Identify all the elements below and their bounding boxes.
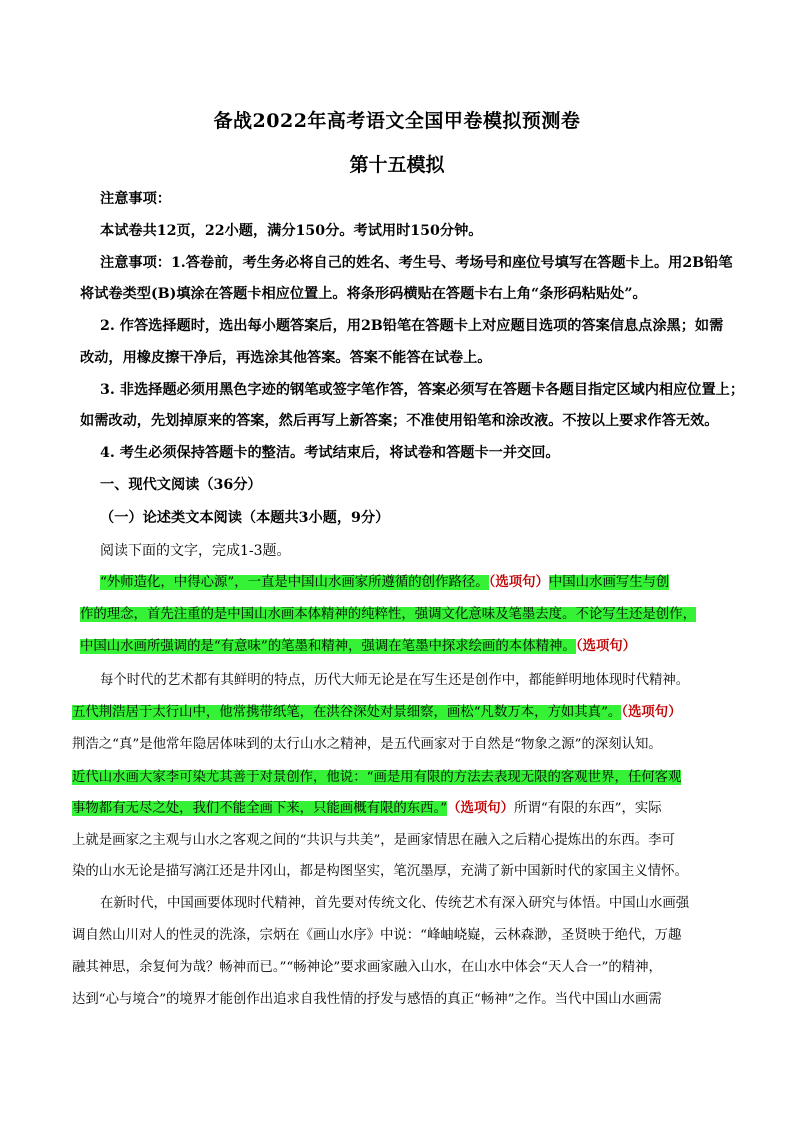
passage-line: 调自然山川对人的性灵的洗涤，宗炳在《画山水序》中说：“峰岫峣嶷，云林森渺，圣贤映于绝代，万趣 xyxy=(72,928,682,943)
notice-item: 将试卷类型(B)填涂在答题卡相应位置上。将条形码横贴在答题卡右上角“条形码粘贴处”。 xyxy=(80,286,647,302)
subsection-heading: （一）论述类文本阅读（本题共3小题，9分） xyxy=(100,510,390,526)
document-subtitle: 第十五模拟 xyxy=(349,154,445,176)
reading-instruction: 阅读下面的文字，完成1-3题。 xyxy=(100,543,291,559)
passage-line xyxy=(72,701,692,720)
highlighted-sentence: 作的理念，首先注重的是中国山水画本体精神的纯粹性，强调文化意味及笔墨去度。不论写生还是创作， xyxy=(80,607,696,622)
notice-item: 改动，用橡皮擦干净后，再选涂其他答案。答案不能答在试卷上。 xyxy=(80,350,492,366)
passage-text: 所谓“有限的东西”，实际 xyxy=(514,801,662,816)
notice-item: 如需改动，先划掉原来的答案，然后再写上新答案；不准使用铅笔和涂改液。不按以上要求作答无效。 xyxy=(80,413,719,429)
passage-line xyxy=(80,603,700,622)
highlighted-sentence: 近代山水画大家李可染尤其善于对景创作，他说：“画是用有限的方法去表现无限的客观世界，任何客观 xyxy=(72,770,682,785)
notice-heading: 注意事项： xyxy=(100,191,171,207)
highlighted-sentence: 事物都有无尽之处，我们不能全画下来，只能画概有限的东西。” xyxy=(72,801,448,816)
option-tag: （选项句） xyxy=(447,800,515,816)
passage-line: 每个时代的艺术都有其鲜明的特点，历代大师无论是在写生还是创作中，都能鲜明地体现时代精神。 xyxy=(100,673,690,688)
passage-line: 上就是画家之主观与山水之客观之间的“共识与共美”，是画家情思在融入之后精心提炼出的东西。李可 xyxy=(72,833,675,848)
option-tag: （选项句） xyxy=(575,638,637,654)
passage-line: 在新时代，中国画要体现时代精神，首先要对传统文化、传统艺术有深入研究与体悟。中国山水画强 xyxy=(100,896,690,911)
notice-item: 注意事项：1.答卷前，考生务必将自己的姓名、考生号、考场号和座位号填写在答题卡上。用2B铅笔 xyxy=(100,255,733,271)
highlighted-sentence: 中国山水画所强调的是“有意味”的笔墨和精神，强调在笔墨中探求绘画的本体精神。 xyxy=(80,639,576,654)
passage-line xyxy=(72,797,692,816)
highlighted-sentence: 中国山水画写生与创 xyxy=(548,575,670,590)
notice-item: 2. 作答选择题时，选出每小题答案后，用2B铅笔在答题卡上对应题目选项的答案信息点涂黑；如需 xyxy=(100,318,724,334)
passage-line: 荆浩之“真”是他常年隐居体味到的太行山水之精神，是五代画家对于自然是“物象之源”的深刻认知。 xyxy=(72,737,662,752)
highlighted-sentence: 五代荆浩居于太行山中，他常携带纸笔，在洪谷深处对景细察，画松“凡数万本，方如其真”。 xyxy=(72,705,622,720)
section-heading: 一、现代文阅读（36分） xyxy=(100,477,262,493)
passage-line: 融其神思，余复何为哉？畅神而已。”“畅神论”要求画家融入山水，在山水中体会“天人合一”的精神， xyxy=(72,960,662,975)
passage-line: 达到“心与境合”的境界才能创作出追求自我性情的抒发与感悟的真正“畅神”之作。当代中国山水画需 xyxy=(72,992,662,1007)
document-title: 备战2022年高考语文全国甲卷模拟预测卷 xyxy=(213,110,581,132)
passage-line: 染的山水无论是描写漓江还是井冈山，都是构图坚实，笔沉墨厚，充满了新中国新时代的家国主义情怀。 xyxy=(72,864,688,879)
passage-line xyxy=(80,635,700,654)
highlighted-sentence: “外师造化，中得心源”，一直是中国山水画家所遵循的创作路径。 xyxy=(100,575,489,590)
option-tag: （选项句） xyxy=(488,574,549,590)
notice-intro: 本试卷共12页，22小题，满分150分。考试用时150分钟。 xyxy=(100,223,483,239)
option-tag: （选项句） xyxy=(621,704,682,720)
passage-line xyxy=(72,766,692,785)
passage-line xyxy=(100,571,720,590)
notice-item: 4. 考生必须保持答题卡的整洁。考试结束后，将试卷和答题卡一并交回。 xyxy=(100,445,560,461)
notice-item: 3. 非选择题必须用黑色字迹的钢笔或签字笔作答，答案必须写在答题卡各题目指定区域内相应位置上； xyxy=(100,382,745,398)
